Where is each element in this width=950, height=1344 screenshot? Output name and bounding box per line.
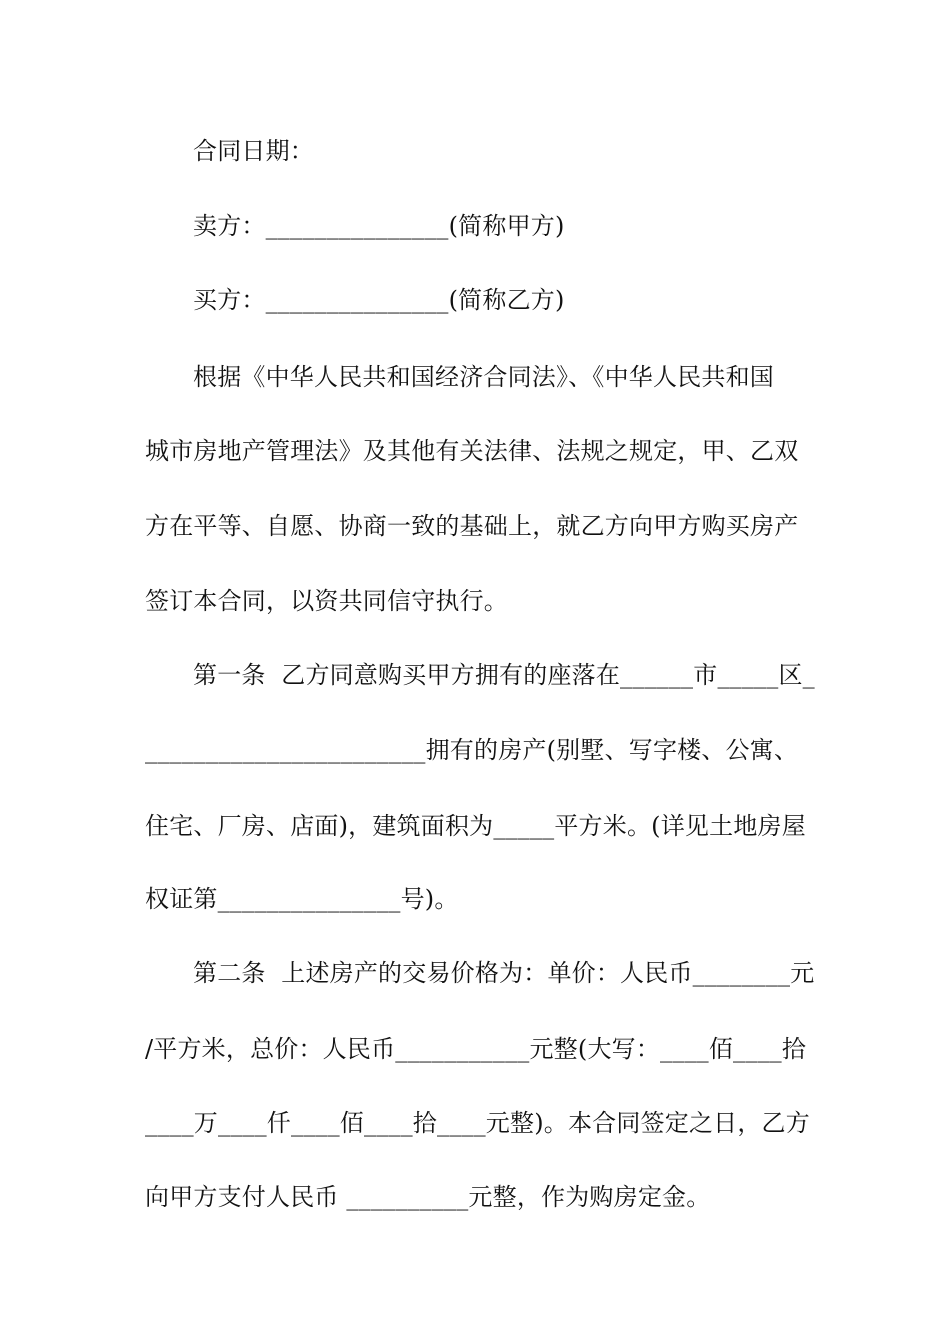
buyer-line: 买方：_______________(简称乙方) bbox=[193, 286, 565, 314]
article-one-line: 权证第_______________号)。 bbox=[145, 885, 459, 913]
article-one-line: _______________________拥有的房产(别墅、写字楼、公寓、 bbox=[145, 736, 799, 764]
paragraph-line: 城市房地产管理法》及其他有关法律、法规之规定，甲、乙双 bbox=[145, 437, 799, 465]
contract-date-line: 合同日期： bbox=[193, 137, 314, 165]
article-one-line: 住宅、厂房、店面)，建筑面积为_____平方米。(详见土地房屋 bbox=[145, 812, 806, 840]
article-one-line: 第一条 乙方同意购买甲方拥有的座落在______市_____区_ bbox=[193, 661, 815, 689]
paragraph-line: 根据《中华人民共和国经济合同法》、《中华人民共和国 bbox=[193, 363, 774, 391]
seller-line: 卖方：_______________(简称甲方) bbox=[193, 212, 565, 240]
paragraph-line: 方在平等、自愿、协商一致的基础上，就乙方向甲方购买房产 bbox=[145, 512, 799, 540]
article-two-line: 向甲方支付人民币 __________元整，作为购房定金。 bbox=[145, 1183, 711, 1211]
article-two-line: ____万____仟____佰____拾____元整)。本合同签定之日，乙方 bbox=[145, 1109, 810, 1137]
article-two-line: 第二条 上述房产的交易价格为：单价：人民币________元 bbox=[193, 959, 815, 987]
article-two-line: /平方米，总价：人民币___________元整(大写：____佰____拾 bbox=[145, 1035, 807, 1063]
paragraph-line: 签订本合同，以资共同信守执行。 bbox=[145, 587, 508, 615]
